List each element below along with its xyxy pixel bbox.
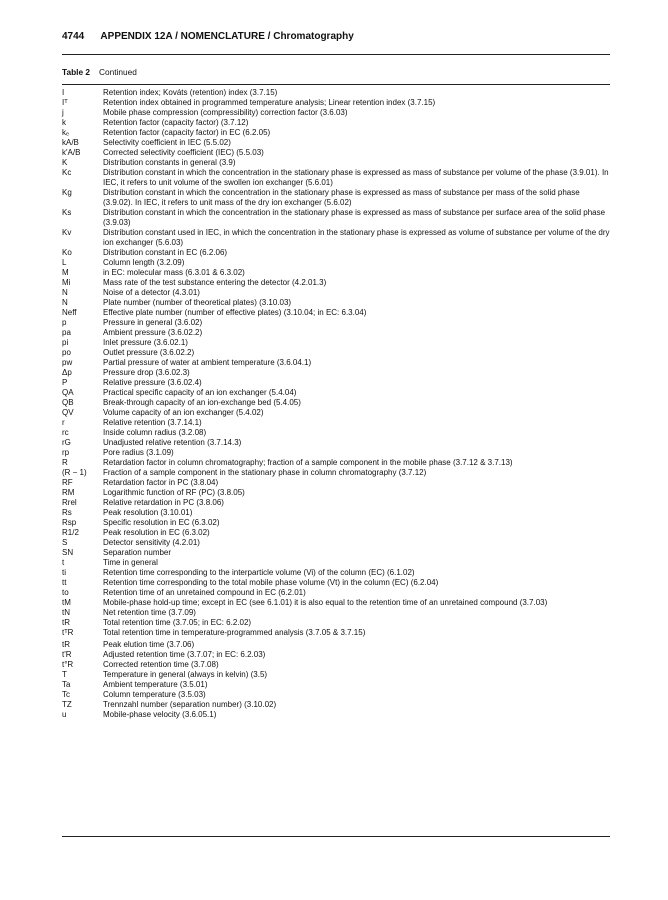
table-row	[62, 468, 610, 478]
table-row	[62, 128, 610, 138]
symbol-cell: p	[62, 318, 67, 327]
table-row	[62, 258, 610, 268]
symbol-cell: ti	[62, 568, 66, 577]
table-row	[62, 388, 610, 398]
table-row	[62, 368, 610, 378]
symbol-cell: QV	[62, 408, 74, 417]
definition-cell: Outlet pressure (3.6.02.2)	[103, 348, 195, 357]
definition-cell: Mobile phase compression (compressibility) correction factor (3.6.03)	[103, 108, 348, 117]
definition-cell: Fraction of a sample component in the stationary phase in column chromatography (3.7.12)	[103, 468, 427, 477]
table-label: Table 2	[62, 67, 90, 77]
symbol-cell: po	[62, 348, 71, 357]
table-caption-text: Continued	[98, 67, 137, 77]
definition-cell: Pressure in general (3.6.02)	[103, 318, 203, 327]
definition-cell: Time in general	[103, 558, 158, 567]
header-rule	[62, 54, 610, 55]
symbol-cell: k'A/B	[62, 148, 81, 157]
table-row	[62, 618, 610, 628]
symbol-cell: (R − 1)	[62, 468, 87, 477]
symbol-cell: Kc	[62, 168, 72, 177]
table-row	[62, 158, 610, 168]
symbol-cell: N	[62, 288, 68, 297]
table-row	[62, 588, 610, 598]
symbol-cell: tt	[62, 578, 67, 587]
symbol-cell: Kv	[62, 228, 72, 237]
symbol-cell: Kg	[62, 188, 72, 197]
definition-cell: Detector sensitivity (4.2.01)	[103, 538, 200, 547]
table-row	[62, 508, 610, 518]
definition-cell: Partial pressure of water at ambient temperature (3.6.04.1)	[103, 358, 312, 367]
definition-cell: Distribution constant used in IEC, in which the concentration in the stationary phase is expressed as volume of substance per volume of the dry ion exchanger (5.6.03)	[103, 228, 610, 247]
definition-cell: Column length (3.2.09)	[103, 258, 185, 267]
symbol-cell: Ko	[62, 248, 72, 257]
definition-cell: Column temperature (3.5.03)	[103, 690, 206, 699]
symbol-cell: to	[62, 588, 69, 597]
table-row	[62, 168, 610, 188]
definition-cell: Retention time corresponding to the total mobile phase volume (Vt) in the column (EC) (6.2.04)	[103, 578, 439, 587]
symbol-cell: kₑ	[62, 128, 69, 137]
definition-cell: Retention time of an unretained compound in EC (6.2.01)	[103, 588, 306, 597]
table-row	[62, 548, 610, 558]
table-row	[62, 700, 610, 710]
definition-cell: Retention index obtained in programmed temperature analysis; Linear retention index (3.7.15)	[103, 98, 436, 107]
symbol-cell: Neff	[62, 308, 77, 317]
definition-cell: Retardation factor in PC (3.8.04)	[103, 478, 219, 487]
definition-cell: Practical specific capacity of an ion exchanger (5.4.04)	[103, 388, 297, 397]
symbol-cell: Rsp	[62, 518, 77, 527]
symbol-cell: r	[62, 418, 65, 427]
symbol-cell: rc	[62, 428, 69, 437]
symbol-cell: K	[62, 158, 68, 167]
definition-cell: Trennzahl number (separation number) (3.10.02)	[103, 700, 277, 709]
symbol-cell: Tc	[62, 690, 70, 699]
table-row	[62, 650, 610, 660]
definition-cell: Ambient pressure (3.6.02.2)	[103, 328, 203, 337]
symbol-cell: t	[62, 558, 65, 567]
definition-cell: Noise of a detector (4.3.01)	[103, 288, 200, 297]
definition-cell: Retardation factor in column chromatography; fraction of a sample component in the mobile phase (3.7.12 & 3.7.13)	[103, 458, 513, 467]
table-row	[62, 288, 610, 298]
table-row	[62, 318, 610, 328]
table-row	[62, 538, 610, 548]
symbol-cell: j	[62, 108, 64, 117]
definition-cell: Total retention time (3.7.05; in EC: 6.2.02)	[103, 618, 252, 627]
definition-cell: Distribution constants in general (3.9)	[103, 158, 236, 167]
definition-cell: Distribution constant in which the concentration in the stationary phase is expressed as mass of substance per surface area of the solid phase (3.9.03)	[103, 208, 606, 227]
symbol-cell: Mi	[62, 278, 71, 287]
symbol-cell: S	[62, 538, 68, 547]
table-row	[62, 578, 610, 588]
symbol-cell: tᵀR	[62, 628, 74, 637]
symbol-cell: tR	[62, 640, 70, 649]
table-row	[62, 278, 610, 288]
symbol-cell: I	[62, 88, 65, 97]
table-caption	[62, 67, 137, 77]
table-row	[62, 640, 610, 650]
definition-cell: Adjusted retention time (3.7.07; in EC: 6.2.03)	[103, 650, 266, 659]
symbol-cell: t'R	[62, 650, 72, 659]
definition-cell: Net retention time (3.7.09)	[103, 608, 196, 617]
definition-cell: Mobile-phase hold-up time; except in EC (see 6.1.01) it is also equal to the retention time of an unretained compound (3.7.03)	[103, 598, 548, 607]
table-row	[62, 338, 610, 348]
symbol-cell: R1/2	[62, 528, 79, 537]
table-row	[62, 448, 610, 458]
definition-cell: Ambient temperature (3.5.01)	[103, 680, 208, 689]
symbol-cell: TZ	[62, 700, 72, 709]
table-row	[62, 498, 610, 508]
symbol-cell: Ks	[62, 208, 72, 217]
symbol-cell: N	[62, 298, 68, 307]
definition-cell: Inlet pressure (3.6.02.1)	[103, 338, 188, 347]
header-title: APPENDIX 12A / NOMENCLATURE / Chromatography	[100, 31, 354, 42]
table-row	[62, 228, 610, 248]
table-row	[62, 378, 610, 388]
symbol-cell: M	[62, 268, 69, 277]
table-row	[62, 358, 610, 368]
definition-cell: in EC: molecular mass (6.3.01 & 6.3.02)	[103, 268, 245, 277]
symbol-cell: T	[62, 670, 67, 679]
definition-cell: Specific resolution in EC (6.3.02)	[103, 518, 220, 527]
symbol-cell: pi	[62, 338, 69, 347]
definition-cell: Pore radius (3.1.09)	[103, 448, 174, 457]
symbol-cell: pa	[62, 328, 71, 337]
definition-cell: Effective plate number (number of effective plates) (3.10.04; in EC: 6.3.04)	[103, 308, 367, 317]
page-number: 4744	[62, 31, 85, 42]
definition-cell: Inside column radius (3.2.08)	[103, 428, 207, 437]
table-row	[62, 208, 610, 228]
table-row	[62, 608, 610, 618]
definition-cell: Total retention time in temperature-programmed analysis (3.7.05 & 3.7.15)	[103, 628, 366, 637]
symbol-cell: RM	[62, 488, 75, 497]
table-row	[62, 138, 610, 148]
symbol-cell: tR	[62, 618, 70, 627]
symbol-cell: rp	[62, 448, 70, 457]
symbol-cell: u	[62, 710, 67, 719]
definition-cell: Corrected retention time (3.7.08)	[103, 660, 219, 669]
table-bottom-rule	[62, 836, 610, 837]
symbol-cell: rG	[62, 438, 71, 447]
table-row	[62, 408, 610, 418]
definition-cell: Plate number (number of theoretical plates) (3.10.03)	[103, 298, 292, 307]
table-row	[62, 398, 610, 408]
definition-cell: Peak resolution in EC (6.3.02)	[103, 528, 210, 537]
table-row	[62, 98, 610, 108]
table-row	[62, 188, 610, 208]
nomenclature-table	[62, 88, 610, 720]
table-row	[62, 148, 610, 158]
table-row	[62, 518, 610, 528]
symbol-cell: R	[62, 458, 68, 467]
table-row	[62, 458, 610, 468]
symbol-cell: Iᵀ	[62, 98, 68, 107]
table-row	[62, 88, 610, 98]
definition-cell: Peak resolution (3.10.01)	[103, 508, 193, 517]
table-row	[62, 478, 610, 488]
table-row	[62, 328, 610, 338]
table-row	[62, 108, 610, 118]
table-row	[62, 680, 610, 690]
definition-cell: Relative retention (3.7.14.1)	[103, 418, 202, 427]
definition-cell: Relative pressure (3.6.02.4)	[103, 378, 202, 387]
definition-cell: Break-through capacity of an ion-exchange bed (5.4.05)	[103, 398, 301, 407]
definition-cell: Distribution constant in which the concentration in the stationary phase is expressed as mass of substance per mass of the solid phase (3.9.02). In IEC, it refers to unit mass of the dry ion exchanger (5.6.02)	[103, 188, 580, 207]
definition-cell: Logarithmic function of RF (PC) (3.8.05)	[103, 488, 245, 497]
symbol-cell: L	[62, 258, 67, 267]
definition-cell: Mobile-phase velocity (3.6.05.1)	[103, 710, 217, 719]
symbol-cell: RF	[62, 478, 73, 487]
table-row	[62, 660, 610, 670]
definition-cell: Relative retardation in PC (3.8.06)	[103, 498, 224, 507]
definition-cell: Retention factor (capacity factor) (3.7.12)	[103, 118, 249, 127]
table-row	[62, 528, 610, 538]
table-row	[62, 628, 610, 638]
definition-cell: Mass rate of the test substance entering the detector (4.2.01.3)	[103, 278, 327, 287]
definition-cell: Distribution constant in EC (6.2.06)	[103, 248, 228, 257]
definition-cell: Selectivity coefficient in IEC (5.5.02)	[103, 138, 231, 147]
definition-cell: Peak elution time (3.7.06)	[103, 640, 195, 649]
table-row	[62, 428, 610, 438]
definition-cell: Retention factor (capacity factor) in EC (6.2.05)	[103, 128, 271, 137]
symbol-cell: QA	[62, 388, 74, 397]
symbol-cell: pw	[62, 358, 73, 367]
table-row	[62, 308, 610, 318]
table-row	[62, 348, 610, 358]
definition-cell: Retention index; Kováts (retention) index (3.7.15)	[103, 88, 278, 97]
symbol-cell: tN	[62, 608, 70, 617]
table-row	[62, 488, 610, 498]
definition-cell: Separation number	[103, 548, 172, 557]
symbol-cell: P	[62, 378, 68, 387]
definition-cell: Pressure drop (3.6.02.3)	[103, 368, 190, 377]
table-row	[62, 558, 610, 568]
table-top-rule	[62, 84, 610, 85]
table-row	[62, 690, 610, 700]
table-row	[62, 598, 610, 608]
table-row	[62, 248, 610, 258]
symbol-cell: Rrel	[62, 498, 77, 507]
table-row	[62, 568, 610, 578]
table-row	[62, 438, 610, 448]
table-row	[62, 268, 610, 278]
symbol-cell: kA/B	[62, 138, 79, 147]
definition-cell: Distribution constant in which the concentration in the stationary phase is expressed as mass of substance per volume of the phase (3.9.01). In IEC, it refers to unit volume of the swollen ion exchanger (5.6.01)	[103, 168, 609, 187]
definition-cell: Unadjusted relative retention (3.7.14.3)	[103, 438, 242, 447]
table-row	[62, 298, 610, 308]
symbol-cell: QB	[62, 398, 74, 407]
table-row	[62, 670, 610, 680]
symbol-cell: tM	[62, 598, 71, 607]
definition-cell: Temperature in general (always in kelvin) (3.5)	[103, 670, 268, 679]
definition-cell: Volume capacity of an ion exchanger (5.4.02)	[103, 408, 264, 417]
symbol-cell: Ta	[62, 680, 71, 689]
symbol-cell: t°R	[62, 660, 74, 669]
symbol-cell: k	[62, 118, 66, 127]
table-row	[62, 118, 610, 128]
definition-cell: Retention time corresponding to the interparticle volume (Vi) of the column (EC) (6.1.02)	[103, 568, 415, 577]
table-row	[62, 418, 610, 428]
symbol-cell: Rs	[62, 508, 72, 517]
definition-cell: Corrected selectivity coefficient (IEC) (5.5.03)	[103, 148, 264, 157]
symbol-cell: SN	[62, 548, 74, 557]
symbol-cell: Δp	[62, 368, 72, 377]
running-header	[62, 31, 610, 42]
table-row	[62, 710, 610, 720]
